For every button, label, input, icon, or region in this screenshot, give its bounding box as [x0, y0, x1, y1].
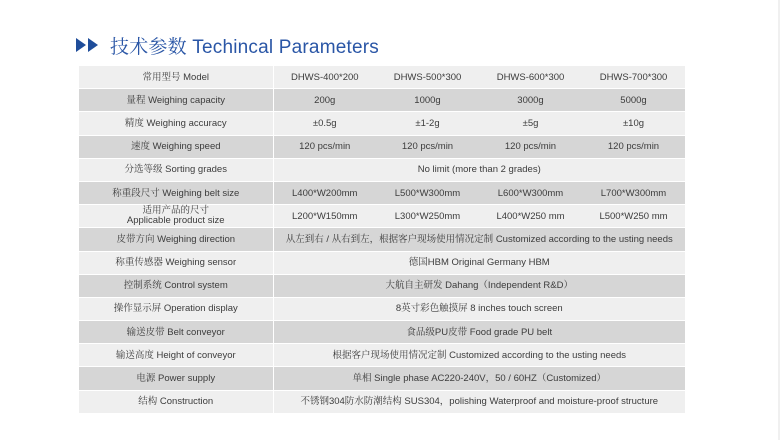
table-cell: L500*W250 mm: [582, 205, 685, 228]
table-row: [79, 158, 685, 181]
table-cell-span: 根据客户现场使用情况定制 Customized according to the usting needs: [273, 344, 685, 367]
table-row: [79, 112, 685, 135]
table-cell: 5000g: [582, 89, 685, 112]
row-label: 操作显示屏 Operation display: [79, 297, 273, 320]
row-label: [79, 205, 273, 228]
row-label: 控制系统 Control system: [79, 274, 273, 297]
table-cell: L500*W300mm: [376, 181, 479, 204]
table-row: [79, 321, 685, 344]
table-cell: ±5g: [479, 112, 582, 135]
table-row: [79, 367, 685, 390]
table-cell: L400*W250 mm: [479, 205, 582, 228]
table-row: [79, 297, 685, 320]
row-label: 称重传感器 Weighing sensor: [79, 251, 273, 274]
table-cell: 1000g: [376, 89, 479, 112]
table-cell: 200g: [273, 89, 376, 112]
table-cell: 120 pcs/min: [273, 135, 376, 158]
table-cell-span: 单相 Single phase AC220-240V，50 / 60HZ（Customized）: [273, 367, 685, 390]
table-cell-span: 8英寸彩色触摸屏 8 inches touch screen: [273, 297, 685, 320]
table-cell: L300*W250mm: [376, 205, 479, 228]
double-arrow-right-icon: [76, 38, 100, 52]
table-cell: L400*W200mm: [273, 181, 376, 204]
table-cell-span: 食品级PU皮带 Food grade PU belt: [273, 321, 685, 344]
table-cell: DHWS-400*200: [273, 66, 376, 89]
table-cell: L600*W300mm: [479, 181, 582, 204]
row-label: 输送皮带 Belt conveyor: [79, 321, 273, 344]
table-row: [79, 89, 685, 112]
row-label: 分选等级 Sorting grades: [79, 158, 273, 181]
row-label: 电源 Power supply: [79, 367, 273, 390]
table-cell-span: 德国HBM Original Germany HBM: [273, 251, 685, 274]
table-cell: DHWS-500*300: [376, 66, 479, 89]
table-cell: ±0.5g: [273, 112, 376, 135]
table-cell: ±1-2g: [376, 112, 479, 135]
row-label: 精度 Weighing accuracy: [79, 112, 273, 135]
table-row: [79, 181, 685, 204]
row-label: 常用型号 Model: [79, 66, 273, 89]
row-label: 皮带方向 Weighing direction: [79, 228, 273, 251]
parameters-table: [79, 66, 685, 414]
table-cell: L200*W150mm: [273, 205, 376, 228]
table-cell-span: 大航自主研发 Dahang（Independent R&D）: [273, 274, 685, 297]
row-label-line: Applicable product size: [126, 215, 225, 227]
row-label-line: 适用产品的尺寸: [142, 204, 209, 216]
table-row: [79, 274, 685, 297]
row-label: 速度 Weighing speed: [79, 135, 273, 158]
row-label: 输送高度 Height of conveyor: [79, 344, 273, 367]
table-cell-span: No limit (more than 2 grades): [273, 158, 685, 181]
table-cell: 120 pcs/min: [479, 135, 582, 158]
row-label: 量程 Weighing capacity: [79, 89, 273, 112]
table-row: [79, 390, 685, 413]
section-title: 技术参数 Techincal Parameters: [110, 36, 379, 58]
table-cell: DHWS-600*300: [479, 66, 582, 89]
table-row: [79, 251, 685, 274]
section-heading: [76, 32, 379, 58]
table-cell: DHWS-700*300: [582, 66, 685, 89]
table-cell-span: 不锈钢304防水防潮结构 SUS304，polishing Waterproof and moisture-proof structure: [273, 390, 685, 413]
row-label: 结构 Construction: [79, 390, 273, 413]
table-row: [79, 66, 685, 89]
table-row: [79, 344, 685, 367]
table-cell: 120 pcs/min: [376, 135, 479, 158]
table-cell: 120 pcs/min: [582, 135, 685, 158]
table-cell: ±10g: [582, 112, 685, 135]
row-label: 称重段尺寸 Weighing belt size: [79, 181, 273, 204]
table-row: [79, 205, 685, 228]
table-cell: 3000g: [479, 89, 582, 112]
table-row: [79, 228, 685, 251]
table-cell: L700*W300mm: [582, 181, 685, 204]
table-cell-span: 从左到右 / 从右到左，根据客户现场使用情况定制 Customized according to the usting needs: [273, 228, 685, 251]
table-row: [79, 135, 685, 158]
